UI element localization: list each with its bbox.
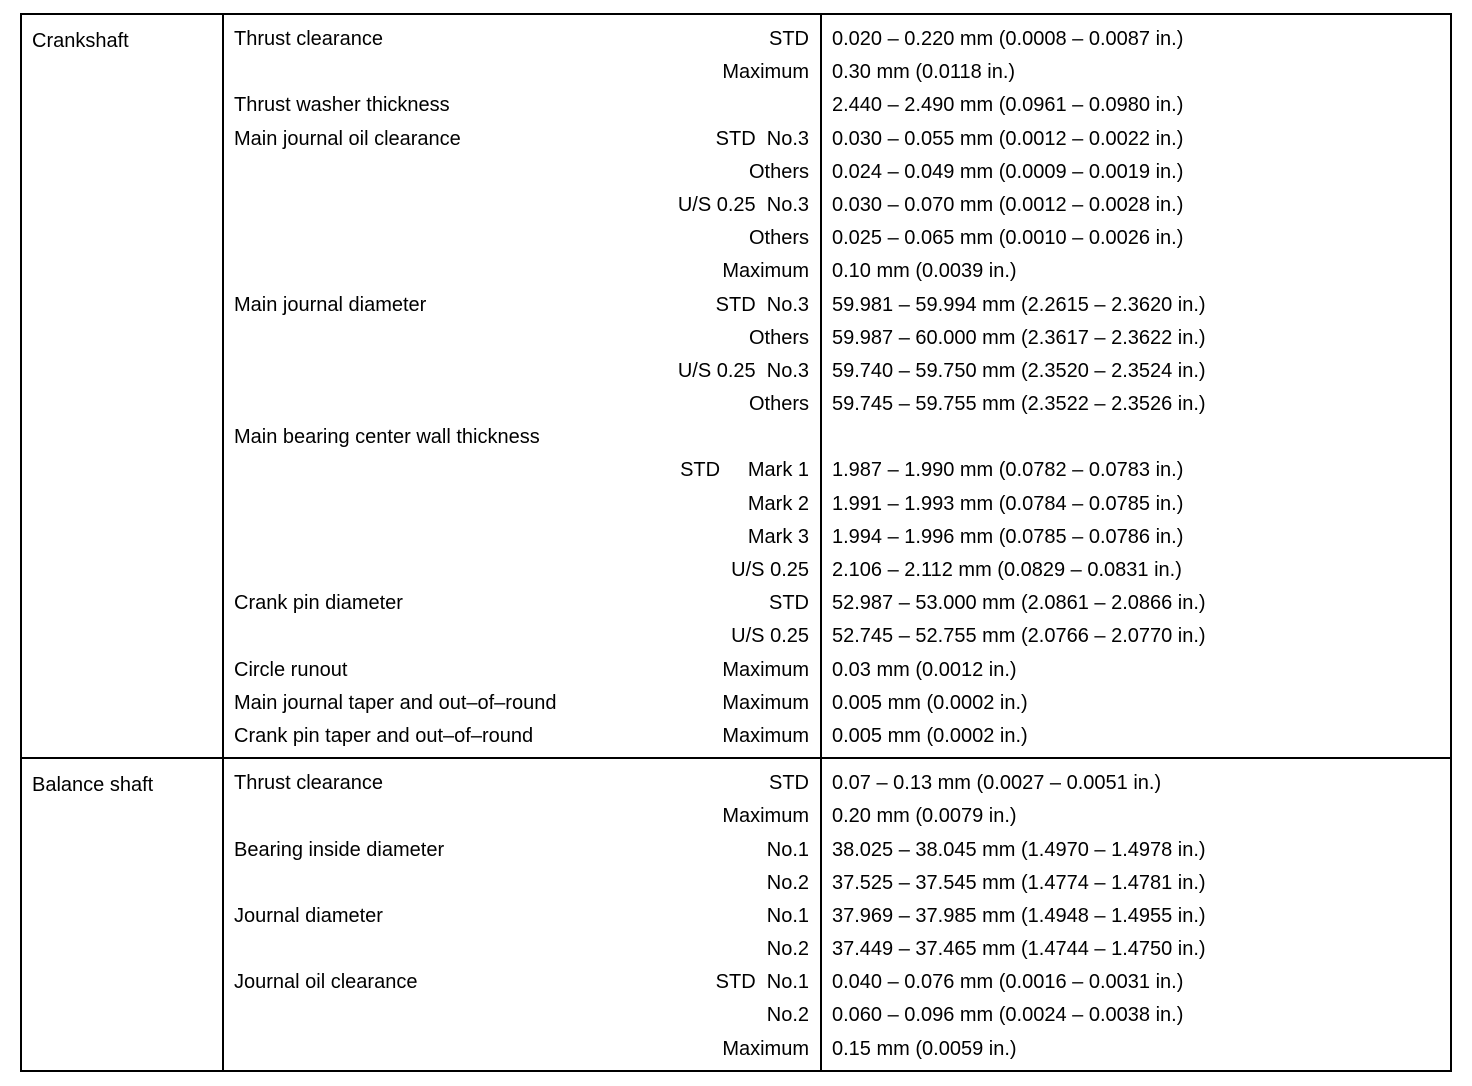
spec-item: Main journal diameter [234,293,427,316]
spec-condition: No.1 [766,838,809,861]
spec-value: 52.745 – 52.755 mm (2.0766 – 2.0770 in.) [832,625,1206,648]
spec-value: 0.20 mm (0.0079 in.) [832,805,1017,828]
spec-value: 2.440 – 2.490 mm (0.0961 – 0.0980 in.) [832,94,1184,117]
spec-condition: Maximum [722,724,809,747]
spec-row-label [224,488,820,521]
specification-table [20,13,1452,1072]
spec-value: 59.987 – 60.000 mm (2.3617 – 2.3622 in.) [832,326,1206,349]
spec-row-label [224,867,820,900]
spec-row-label [224,89,820,122]
spec-row-label [224,1033,820,1066]
spec-value: 2.106 – 2.112 mm (0.0829 – 0.0831 in.) [832,559,1182,581]
spec-row-label [224,289,820,322]
spec-item: Main journal oil clearance [234,127,461,150]
spec-item: Main journal taper and out–of–round [234,691,557,714]
spec-value: 37.525 – 37.545 mm (1.4774 – 1.4781 in.) [832,871,1206,894]
spec-condition: Others [748,326,809,349]
spec-condition: U/S 0.25 No.3 [677,359,809,382]
spec-item: Thrust clearance [234,28,383,50]
spec-value: 59.981 – 59.994 mm (2.2615 – 2.3620 in.) [832,293,1206,316]
spec-value: 0.040 – 0.076 mm (0.0016 – 0.0031 in.) [832,971,1184,994]
spec-row-label [224,587,820,620]
spec-row-label [224,123,820,156]
spec-condition: Maximum [722,61,809,84]
spec-row-label [224,454,820,487]
section-items-cell [223,758,821,1071]
spec-item: Circle runout [234,658,348,681]
spec-condition: Maximum [722,658,809,681]
spec-row-label [224,322,820,355]
spec-row-label [224,687,820,720]
spec-condition: Mark 3 [747,525,809,548]
section-row [21,758,1451,1071]
spec-value: 0.060 – 0.096 mm (0.0024 – 0.0038 in.) [832,1004,1184,1027]
spec-condition: STD No.1 [715,971,809,994]
spec-value: 0.020 – 0.220 mm (0.0008 – 0.0087 in.) [832,28,1184,50]
spec-condition: STD Mark 1 [680,459,809,482]
spec-row-label [224,767,820,800]
section-name: Balance shaft [21,758,223,1071]
spec-value: 0.024 – 0.049 mm (0.0009 – 0.0019 in.) [832,160,1184,183]
spec-condition: Maximum [722,1037,809,1060]
spec-value: 0.07 – 0.13 mm (0.0027 – 0.0051 in.) [832,772,1162,795]
spec-condition: Mark 2 [747,492,809,515]
spec-row-label [224,900,820,933]
spec-row-label [224,966,820,999]
spec-condition: Maximum [722,805,809,828]
spec-item: Crank pin diameter [234,592,403,615]
specification-table-body [21,14,1451,1071]
spec-condition: U/S 0.25 No.3 [677,193,809,216]
spec-condition: No.1 [766,904,809,927]
spec-condition: STD [769,772,809,795]
spec-condition: No.2 [766,938,809,961]
spec-condition: Others [748,393,809,416]
spec-item: Thrust clearance [234,772,383,795]
spec-condition: Maximum [722,260,809,283]
spec-condition: U/S 0.25 [731,559,809,581]
section-values-cell [821,758,1451,1071]
spec-row-label [224,720,820,753]
spec-value: 37.969 – 37.985 mm (1.4948 – 1.4955 in.) [832,904,1206,927]
spec-value: 0.030 – 0.055 mm (0.0012 – 0.0022 in.) [832,127,1184,150]
spec-item: Crank pin taper and out–of–round [234,724,534,747]
spec-item: Journal oil clearance [234,971,418,994]
spec-condition: STD No.3 [715,293,809,316]
spec-item: Journal diameter [234,904,383,927]
section-values-cell [821,14,1451,758]
spec-row-label [224,933,820,966]
spec-value: 0.030 – 0.070 mm (0.0012 – 0.0028 in.) [832,193,1184,216]
spec-condition: STD [769,592,809,615]
spec-value: 1.994 – 1.996 mm (0.0785 – 0.0786 in.) [832,525,1184,548]
spec-condition: No.2 [766,1004,809,1027]
spec-row-label [224,23,820,56]
section-items-cell [223,14,821,758]
spec-row-label [224,222,820,255]
spec-value: 0.15 mm (0.0059 in.) [832,1037,1017,1060]
spec-item: Bearing inside diameter [234,838,445,861]
spec-value: 59.740 – 59.750 mm (2.3520 – 2.3524 in.) [832,359,1206,382]
spec-condition: Others [748,160,809,183]
spec-item: Thrust washer thickness [234,94,450,117]
spec-condition: STD No.3 [715,127,809,150]
spec-row-label [224,800,820,833]
spec-value: 38.025 – 38.045 mm (1.4970 – 1.4978 in.) [832,838,1206,861]
spec-value: 0.30 mm (0.0118 in.) [832,61,1016,84]
spec-value: 0.005 mm (0.0002 in.) [832,691,1028,714]
spec-row-label [224,56,820,89]
spec-row-label [224,554,820,587]
spec-row-label [224,620,820,653]
spec-value: 52.987 – 53.000 mm (2.0861 – 2.0866 in.) [832,592,1206,615]
spec-row-label [224,388,820,421]
spec-row-label [224,255,820,288]
spec-value: 37.449 – 37.465 mm (1.4744 – 1.4750 in.) [832,938,1206,961]
spec-value: 0.025 – 0.065 mm (0.0010 – 0.0026 in.) [832,227,1184,250]
spec-row-label [224,156,820,189]
spec-value: 1.991 – 1.993 mm (0.0784 – 0.0785 in.) [832,492,1184,515]
spec-condition: Maximum [722,691,809,714]
spec-value: 0.005 mm (0.0002 in.) [832,724,1028,747]
spec-row-label [224,189,820,222]
spec-item: Main bearing center wall thickness [234,426,540,449]
section-name: Crankshaft [21,14,223,758]
spec-condition: Others [748,227,809,250]
spec-value: 1.987 – 1.990 mm (0.0782 – 0.0783 in.) [832,459,1184,482]
spec-row-label [224,521,820,554]
spec-condition: U/S 0.25 [731,625,809,648]
spec-value: 59.745 – 59.755 mm (2.3522 – 2.3526 in.) [832,393,1206,416]
spec-value: 0.10 mm (0.0039 in.) [832,260,1017,283]
spec-row-label [224,654,820,687]
spec-row-label [224,834,820,867]
spec-condition: No.2 [766,871,809,894]
spec-value [822,421,1450,454]
spec-value: 0.03 mm (0.0012 in.) [832,658,1017,681]
spec-row-label [224,999,820,1032]
spec-row-label [224,355,820,388]
spec-condition: STD [769,28,809,50]
section-row [21,14,1451,758]
spec-row-label [224,421,820,454]
